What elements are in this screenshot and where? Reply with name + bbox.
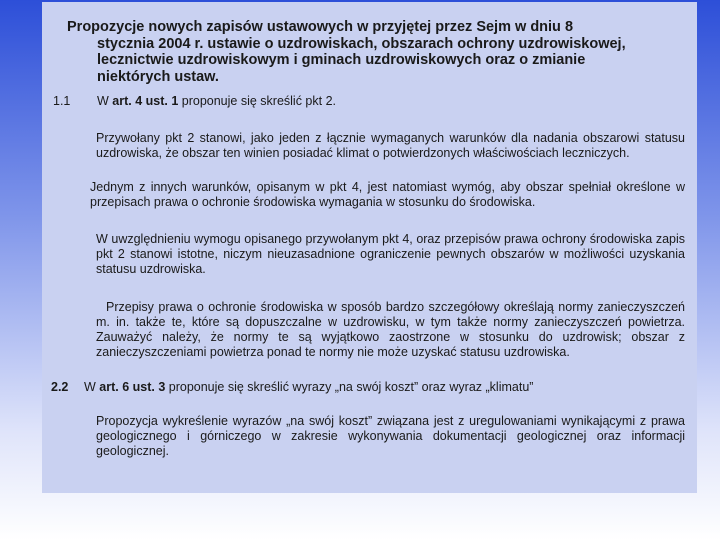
- title-line-3: lecznictwie uzdrowiskowym i gminach uzdrowiskowych oraz o zmianie: [97, 52, 586, 68]
- item-1-ref: art. 4 ust. 1: [112, 94, 179, 108]
- item-1-prefix: W: [97, 94, 113, 108]
- paragraph-4: Przepisy prawa o ochronie środowiska w sposób bardzo szczegółowy określają normy zanieczyszczeń m. in. także te, które są dopuszczalne w uzdrowisku, w tym także normy zanieczyszczeń powietrza. Zauważyć należy, że normy te są wyjątkowo zaostrzone w stosunku do uzdrowisk; obszar z zanieczyszczeniami powietrza ponad te normy nie może uzyskać statusu uzdrowiska.: [96, 300, 685, 359]
- item-1-rest: proponuje się skreślić pkt 2.: [178, 94, 336, 108]
- item-2-prefix: W: [84, 380, 100, 394]
- item-1-number: 1.1: [53, 94, 71, 108]
- paragraph-3: W uwzględnieniu wymogu opisanego przywołanym pkt 4, oraz przepisów prawa ochrony środowiska zapis pkt 2 stanowi istotne, niczym nieuzasadnione ograniczenie pewnych obszarów w możliwości uzyskania statusu uzdrowiska.: [96, 232, 685, 276]
- item-2-number: 2.2: [51, 380, 69, 394]
- paragraph-1: Przywołany pkt 2 stanowi, jako jeden z łącznie wymaganych warunków dla nadania obszarowi statusu uzdrowiska, że obszar ten winien posiadać klimat o potwierdzonych właściwościach leczniczych.: [96, 131, 685, 160]
- slide-title: [67, 19, 697, 85]
- item-2-rest: proponuje się skreślić wyrazy „na swój koszt” oraz wyraz „klimatu”: [165, 380, 534, 394]
- item-1-text: [97, 94, 687, 109]
- item-2-text: [84, 380, 694, 395]
- paragraph-2: Jednym z innych warunków, opisanym w pkt 4, jest natomiast wymóg, aby obszar spełniał określone w przepisach prawa o ochronie środowiska wymagania w stosunku do środowiska.: [90, 180, 685, 209]
- paragraph-5: Propozycja wykreślenie wyrazów „na swój koszt” związana jest z uregulowaniami wynikającymi z prawa geologicznego i górniczego w zakresie wykonywania dokumentacji geologicznej oraz informacji geologicznej.: [96, 414, 685, 458]
- title-line-1: Propozycje nowych zapisów ustawowych w przyjętej przez Sejm w dniu 8: [67, 19, 574, 35]
- title-line-4: niektórych ustaw.: [97, 68, 219, 85]
- item-2-ref: art. 6 ust. 3: [99, 380, 166, 394]
- title-line-2: stycznia 2004 r. ustawie o uzdrowiskach, obszarach ochrony uzdrowiskowej,: [97, 35, 626, 52]
